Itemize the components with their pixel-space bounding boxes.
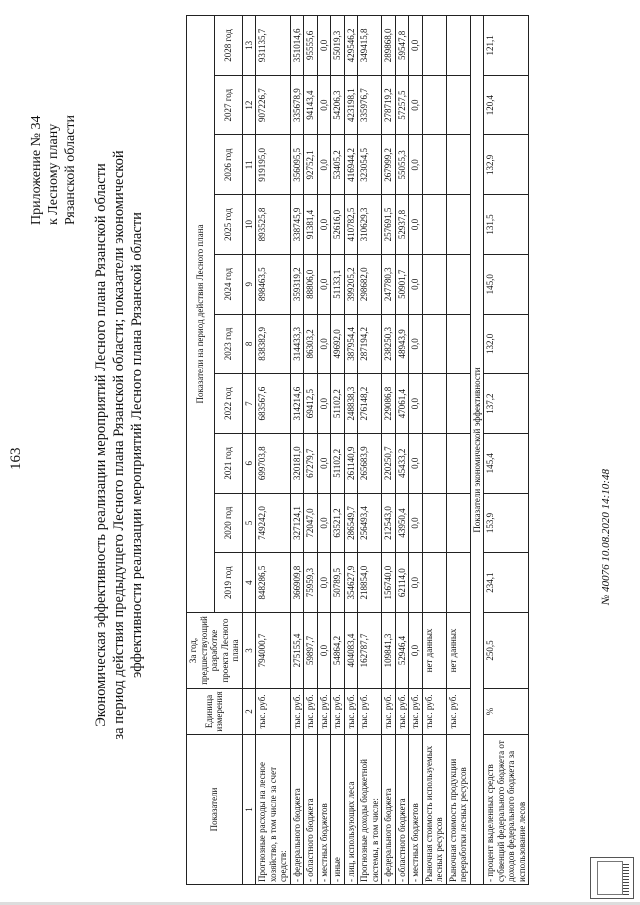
row-prev-year-value: нет данных: [422, 613, 446, 689]
row-year-value: 356095,5: [290, 135, 304, 195]
section-label: Показатели экономической эффективности: [470, 16, 484, 885]
row-year-value: 92752,1: [304, 135, 318, 195]
row-year-value: 0,0: [317, 75, 331, 135]
stamp-frame: [597, 861, 623, 895]
row-year-value: 132,0: [484, 314, 529, 374]
row-year-value: 429546,2: [344, 16, 358, 76]
table-row: [304, 16, 318, 885]
row-year-value: 62114,0: [395, 553, 409, 613]
row-year-value: 261140,9: [344, 433, 358, 493]
row-year-value: 63521,2: [331, 493, 345, 553]
row-year-value: 137,2: [484, 374, 529, 434]
row-prev-year-value: 59897,7: [304, 613, 318, 689]
efficiency-table: [186, 15, 529, 885]
row-year-value: 0,0: [317, 433, 331, 493]
header-column-number: 2: [242, 689, 256, 735]
row-indicator: Рыночная стоимость используемых лесных ресурсов: [422, 735, 446, 885]
row-indicator: - иные: [331, 735, 345, 885]
row-prev-year-value: 275155,4: [290, 613, 304, 689]
table-row: [446, 16, 470, 885]
table-row: [358, 16, 382, 885]
row-year-value: 0,0: [409, 493, 423, 553]
row-prev-year-value: 109841,3: [382, 613, 396, 689]
row-year-value: 0,0: [317, 16, 331, 76]
row-year-value: [446, 195, 470, 255]
row-year-value: 72047,0: [304, 493, 318, 553]
row-year-value: [422, 553, 446, 613]
row-year-value: 0,0: [409, 314, 423, 374]
row-prev-year-value: 52946,4: [395, 613, 409, 689]
row-unit: тыс. руб.: [304, 689, 318, 735]
row-year-value: [422, 16, 446, 76]
header-column-number: 12: [242, 75, 256, 135]
row-year-value: 0,0: [409, 16, 423, 76]
row-year-value: 52937,8: [395, 195, 409, 255]
row-year-value: 43950,4: [395, 493, 409, 553]
row-year-value: 423198,1: [344, 75, 358, 135]
row-unit: тыс. руб.: [256, 689, 291, 735]
row-year-value: 88806,0: [304, 254, 318, 314]
row-year-value: 212543,0: [382, 493, 396, 553]
row-year-value: 0,0: [409, 135, 423, 195]
header-column-number: 6: [242, 433, 256, 493]
row-year-value: 387954,4: [344, 314, 358, 374]
registration-stamp: [590, 857, 634, 899]
row-prev-year-value: 404083,4: [344, 613, 358, 689]
row-year-value: 265683,9: [358, 433, 382, 493]
row-year-value: 145,0: [484, 254, 529, 314]
row-year-value: [446, 75, 470, 135]
row-year-value: 349415,8: [358, 16, 382, 76]
row-year-value: 153,9: [484, 493, 529, 553]
row-year-value: 53405,2: [331, 135, 345, 195]
table-row: [409, 16, 423, 885]
row-year-value: [422, 433, 446, 493]
header-column-number: 9: [242, 254, 256, 314]
table-body: [256, 16, 529, 885]
header-year: 2028 год: [214, 16, 242, 76]
row-year-value: 267999,2: [382, 135, 396, 195]
header-column-number: 13: [242, 16, 256, 76]
header-column-number: 8: [242, 314, 256, 374]
row-year-value: 320181,0: [290, 433, 304, 493]
header-year: 2020 год: [214, 493, 242, 553]
appendix-line: Приложение № 34: [29, 115, 44, 225]
row-year-value: 351014,6: [290, 16, 304, 76]
row-year-value: 0,0: [317, 553, 331, 613]
table-row: [422, 16, 446, 885]
row-prev-year-value: 0,0: [409, 613, 423, 689]
row-indicator: - процент выделенных средств субвенций федерального бюджета от доходов федерального бюджета за использование лесов: [484, 735, 529, 885]
row-unit: тыс. руб.: [331, 689, 345, 735]
header-year: 2022 год: [214, 374, 242, 434]
header-indicator: Показатели: [187, 735, 243, 885]
appendix-heading: [28, 25, 79, 225]
row-year-value: [446, 135, 470, 195]
row-year-value: 298682,0: [358, 254, 382, 314]
row-indicator: - лиц, использующих леса: [344, 735, 358, 885]
row-year-value: 919195,0: [256, 135, 291, 195]
row-prev-year-value: 54864,2: [331, 613, 345, 689]
row-year-value: 416944,2: [344, 135, 358, 195]
row-year-value: 366909,8: [290, 553, 304, 613]
row-indicator: - местных бюджетов: [409, 735, 423, 885]
row-unit: тыс. руб.: [446, 689, 470, 735]
row-unit: тыс. руб.: [317, 689, 331, 735]
row-year-value: 256493,4: [358, 493, 382, 553]
row-year-value: 335976,7: [358, 75, 382, 135]
row-year-value: 54206,3: [331, 75, 345, 135]
row-year-value: 145,4: [484, 433, 529, 493]
row-year-value: 0,0: [409, 433, 423, 493]
appendix-line: к Лесному плану: [46, 123, 61, 225]
row-year-value: 838382,9: [256, 314, 291, 374]
row-unit: тыс. руб.: [395, 689, 409, 735]
row-unit: тыс. руб.: [358, 689, 382, 735]
header-numbers-row: [242, 16, 256, 885]
row-year-value: [422, 135, 446, 195]
row-year-value: [446, 553, 470, 613]
row-indicator: Прогнозные расходы на лесное хозяйство, в том числе за счет средств:: [256, 735, 291, 885]
row-year-value: 55019,3: [331, 16, 345, 76]
row-year-value: 94143,4: [304, 75, 318, 135]
row-year-value: 848286,5: [256, 553, 291, 613]
row-prev-year-value: 794000,7: [256, 613, 291, 689]
table-row: [317, 16, 331, 885]
row-indicator: - федерального бюджета: [290, 735, 304, 885]
title-line: за период действия предыдущего Лесного плана Рязанской области; показатели экономической: [111, 150, 127, 740]
appendix-line: Рязанской области: [63, 114, 78, 225]
header-column-number: 4: [242, 553, 256, 613]
row-year-value: 45433,2: [395, 433, 409, 493]
row-year-value: 91381,4: [304, 195, 318, 255]
row-unit: тыс. руб.: [382, 689, 396, 735]
row-year-value: 0,0: [409, 195, 423, 255]
row-year-value: 0,0: [409, 553, 423, 613]
row-unit: %: [484, 689, 529, 735]
row-year-value: 683567,6: [256, 374, 291, 434]
row-year-value: [422, 75, 446, 135]
header-unit: Единица измерения: [187, 689, 243, 735]
row-year-value: 898463,5: [256, 254, 291, 314]
header-year: 2027 год: [214, 75, 242, 135]
row-year-value: 156740,0: [382, 553, 396, 613]
row-year-value: 234,1: [484, 553, 529, 613]
row-year-value: 50789,5: [331, 553, 345, 613]
row-year-value: 289868,0: [382, 16, 396, 76]
row-year-value: 238250,3: [382, 314, 396, 374]
document-footer: № 40076 10.08.2020 14:10:48: [600, 469, 612, 605]
row-year-value: 132,9: [484, 135, 529, 195]
row-year-value: 86303,2: [304, 314, 318, 374]
row-indicator: - областного бюджета: [395, 735, 409, 885]
row-year-value: 0,0: [317, 195, 331, 255]
row-year-value: 51102,2: [331, 433, 345, 493]
row-year-value: [446, 493, 470, 553]
row-year-value: 278719,2: [382, 75, 396, 135]
row-unit: тыс. руб.: [422, 689, 446, 735]
header-column-number: 1: [242, 735, 256, 885]
row-year-value: 247780,3: [382, 254, 396, 314]
table-row: [290, 16, 304, 885]
table-row: [484, 16, 529, 885]
row-year-value: 95555,6: [304, 16, 318, 76]
table-row: [382, 16, 396, 885]
document-title: [92, 125, 146, 765]
row-year-value: 69412,5: [304, 374, 318, 434]
row-year-value: [422, 374, 446, 434]
row-year-value: 0,0: [317, 135, 331, 195]
row-year-value: 120,4: [484, 75, 529, 135]
row-year-value: 410782,5: [344, 195, 358, 255]
row-year-value: [446, 314, 470, 374]
row-year-value: 749242,0: [256, 493, 291, 553]
row-prev-year-value: 0,0: [317, 613, 331, 689]
row-unit: тыс. руб.: [290, 689, 304, 735]
row-year-value: 0,0: [317, 254, 331, 314]
row-year-value: 314214,6: [290, 374, 304, 434]
row-prev-year-value: 162787,7: [358, 613, 382, 689]
header-year: 2021 год: [214, 433, 242, 493]
row-indicator: Прогнозные доходы бюджетной системы, в том числе:: [358, 735, 382, 885]
row-year-value: 0,0: [409, 75, 423, 135]
row-year-value: 49692,0: [331, 314, 345, 374]
header-column-number: 11: [242, 135, 256, 195]
header-column-number: 5: [242, 493, 256, 553]
section-row: [470, 16, 484, 885]
title-line: Экономическая эффективность реализации мероприятий Лесного плана Рязанской области: [93, 163, 109, 727]
row-year-value: 0,0: [317, 493, 331, 553]
row-year-value: 327124,1: [290, 493, 304, 553]
row-year-value: 59547,8: [395, 16, 409, 76]
row-year-value: 907226,7: [256, 75, 291, 135]
header-year: 2023 год: [214, 314, 242, 374]
row-unit: тыс. руб.: [344, 689, 358, 735]
table-row: [256, 16, 291, 885]
header-year: 2019 год: [214, 553, 242, 613]
row-year-value: 218854,0: [358, 553, 382, 613]
row-year-value: 121,1: [484, 16, 529, 76]
table-row: [344, 16, 358, 885]
row-year-value: 51133,1: [331, 254, 345, 314]
row-indicator: - федерального бюджета: [382, 735, 396, 885]
header-year: 2024 год: [214, 254, 242, 314]
row-year-value: 257691,5: [382, 195, 396, 255]
row-year-value: 359319,2: [290, 254, 304, 314]
header-column-number: 10: [242, 195, 256, 255]
row-indicator: - местных бюджетов: [317, 735, 331, 885]
row-year-value: [422, 195, 446, 255]
header-column-number: 7: [242, 374, 256, 434]
row-year-value: 55055,3: [395, 135, 409, 195]
table-row: [331, 16, 345, 885]
row-year-value: 57257,5: [395, 75, 409, 135]
row-year-value: [446, 374, 470, 434]
row-year-value: 50901,7: [395, 254, 409, 314]
row-year-value: 48943,9: [395, 314, 409, 374]
row-year-value: 0,0: [317, 374, 331, 434]
page-number: 163: [8, 447, 24, 470]
row-year-value: 287194,2: [358, 314, 382, 374]
header-year: 2025 год: [214, 195, 242, 255]
row-year-value: 893525,8: [256, 195, 291, 255]
row-year-value: 931135,7: [256, 16, 291, 76]
row-unit: тыс. руб.: [409, 689, 423, 735]
row-year-value: 131,5: [484, 195, 529, 255]
header-year: 2026 год: [214, 135, 242, 195]
row-year-value: 399205,2: [344, 254, 358, 314]
row-year-value: [446, 433, 470, 493]
row-prev-year-value: 250,5: [484, 613, 529, 689]
row-year-value: 229086,8: [382, 374, 396, 434]
row-year-value: 310629,3: [358, 195, 382, 255]
row-year-value: 67279,7: [304, 433, 318, 493]
row-year-value: [422, 314, 446, 374]
row-year-value: 276148,2: [358, 374, 382, 434]
row-year-value: 0,0: [409, 254, 423, 314]
title-line: эффективности реализации мероприятий Лесного плана Рязанской области: [129, 212, 145, 678]
row-year-value: 248838,3: [344, 374, 358, 434]
row-year-value: 335678,9: [290, 75, 304, 135]
header-period: Показатели на период действия Лесного плана: [187, 16, 215, 613]
row-year-value: 286549,7: [344, 493, 358, 553]
row-year-value: 52616,0: [331, 195, 345, 255]
row-year-value: 314433,3: [290, 314, 304, 374]
row-year-value: [446, 16, 470, 76]
row-year-value: 0,0: [409, 374, 423, 434]
stamp-barcode: [623, 863, 629, 895]
header-column-number: 3: [242, 613, 256, 689]
row-indicator: - областного бюджета: [304, 735, 318, 885]
row-year-value: 699703,8: [256, 433, 291, 493]
row-year-value: 354627,9: [344, 553, 358, 613]
row-year-value: 338745,9: [290, 195, 304, 255]
row-indicator: Рыночная стоимость продукции переработки лесных ресурсов: [446, 735, 470, 885]
row-year-value: 47061,4: [395, 374, 409, 434]
header-prev-year: За год, предшествующий разработке проекта Лесного плана: [187, 613, 243, 689]
table-row: [395, 16, 409, 885]
row-year-value: 51102,2: [331, 374, 345, 434]
row-year-value: 0,0: [317, 314, 331, 374]
row-prev-year-value: нет данных: [446, 613, 470, 689]
row-year-value: 220250,7: [382, 433, 396, 493]
row-year-value: 323054,5: [358, 135, 382, 195]
row-year-value: [422, 493, 446, 553]
row-year-value: [422, 254, 446, 314]
row-year-value: [446, 254, 470, 314]
row-year-value: 75959,3: [304, 553, 318, 613]
